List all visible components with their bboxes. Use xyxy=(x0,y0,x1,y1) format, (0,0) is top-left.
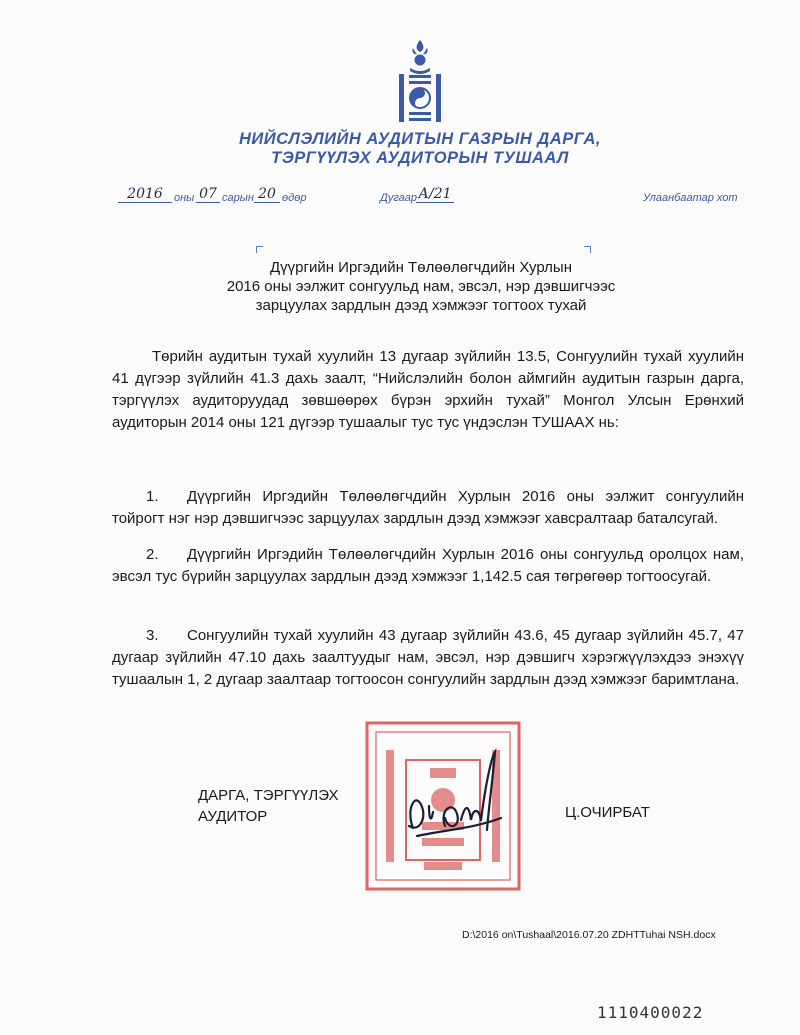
label-month: сарын xyxy=(222,192,254,204)
item-text: Дүүргийн Иргэдийн Төлөөлөгчдийн Хурлын 2016 оны сонгуульд оролцох нам, эвсэл тус бүрийн зарцуулах зардлын дээд хэмжээг 1,142.5 сая төгрөгөөр тогтоосугай. xyxy=(112,546,744,585)
item-number: 1. xyxy=(146,488,159,505)
title-bracket-right xyxy=(584,246,591,253)
file-path: D:\2016 on\Tushaal\2016.07.20 ZDHTTuhai NSH.docx xyxy=(462,929,716,941)
item-text: Сонгуулийн тухай хуулийн 43 дугаар зүйлийн 43.6, 45 дугаар зүйлийн 45.7, 47 дугаар зүйлийн 47.10 дахь заалтуудыг нам, эвсэл, нэр дэвшигч хэрэгжүүлэхдээ энэхүү тушаалын 1, 2 дугаар заалтаар тогтоосон сонгуулийн зардлын дээд хэмжээг баримтлана. xyxy=(112,627,744,688)
signatory-name: Ц.ОЧИРБАТ xyxy=(565,804,650,821)
item-text: Дүүргийн Иргэдийн Төлөөлөгчдийн Хурлын 2016 оны ээлжит сонгуулийн тойрогт нэг нэр дэвшигчээс зарцуулах зардлын дээд хэмжээг хавсралтаар баталсугай. xyxy=(112,488,744,527)
title-line-2: 2016 оны ээлжит сонгуульд нам, эвсэл, нэр дэвшигчээс xyxy=(226,278,616,295)
title-bracket-left xyxy=(256,246,263,253)
soyombo-emblem-icon xyxy=(395,38,445,124)
order-item xyxy=(112,544,744,588)
preamble-paragraph: Төрийн аудитын тухай хуулийн 13 дугаар зүйлийн 13.5, Сонгуулийн тухай хуулийн 41 дүгээр зүйлийн 41.3 дахь заалт, “Нийслэлийн болон аймгийн аудитын газрын дарга, тэргүүлэх аудиторуудад зөвшөөрөх бүрэн эрхийн тухай” Монгол Улсын Ерөнхий аудиторын 2014 оны 121 дүгээр тушаалыг тус тус үндэслэн ТУШААХ нь: xyxy=(112,348,744,431)
order-item xyxy=(112,625,744,691)
city-label: Улаанбаатар хот xyxy=(643,192,738,204)
date-month: 07 xyxy=(196,186,220,203)
label-number: Дугаар xyxy=(380,192,418,204)
document-title xyxy=(0,258,800,315)
serial-number: 1110400022 xyxy=(597,1003,704,1022)
signatory-title xyxy=(198,785,339,827)
signatory-title-line-2: АУДИТОР xyxy=(198,808,268,825)
handwritten-signature-icon xyxy=(395,748,515,843)
date-day: 20 xyxy=(254,186,280,203)
item-number: 2. xyxy=(146,546,159,563)
signatory-title-line-1: ДАРГА, ТЭРГҮҮЛЭХ xyxy=(198,787,339,804)
document-header xyxy=(0,130,800,168)
dateline xyxy=(0,182,800,212)
title-line-3: зарцуулах зардлын дээд хэмжээг тогтоох тухай xyxy=(255,297,587,314)
order-item xyxy=(112,486,744,530)
header-line-2: ТЭРГҮҮЛЭХ АУДИТОРЫН ТУШААЛ xyxy=(271,149,569,167)
date-year: 2016 xyxy=(118,186,172,203)
item-number: 3. xyxy=(146,627,159,644)
header-line-1: НИЙСЛЭЛИЙН АУДИТЫН ГАЗРЫН ДАРГА, xyxy=(238,130,602,148)
order-number: А/21 xyxy=(416,186,454,203)
label-day: өдөр xyxy=(282,192,307,204)
label-year: оны xyxy=(174,192,195,204)
title-line-1: Дүүргийн Иргэдийн Төлөөлөгчдийн Хурлын xyxy=(270,259,572,276)
